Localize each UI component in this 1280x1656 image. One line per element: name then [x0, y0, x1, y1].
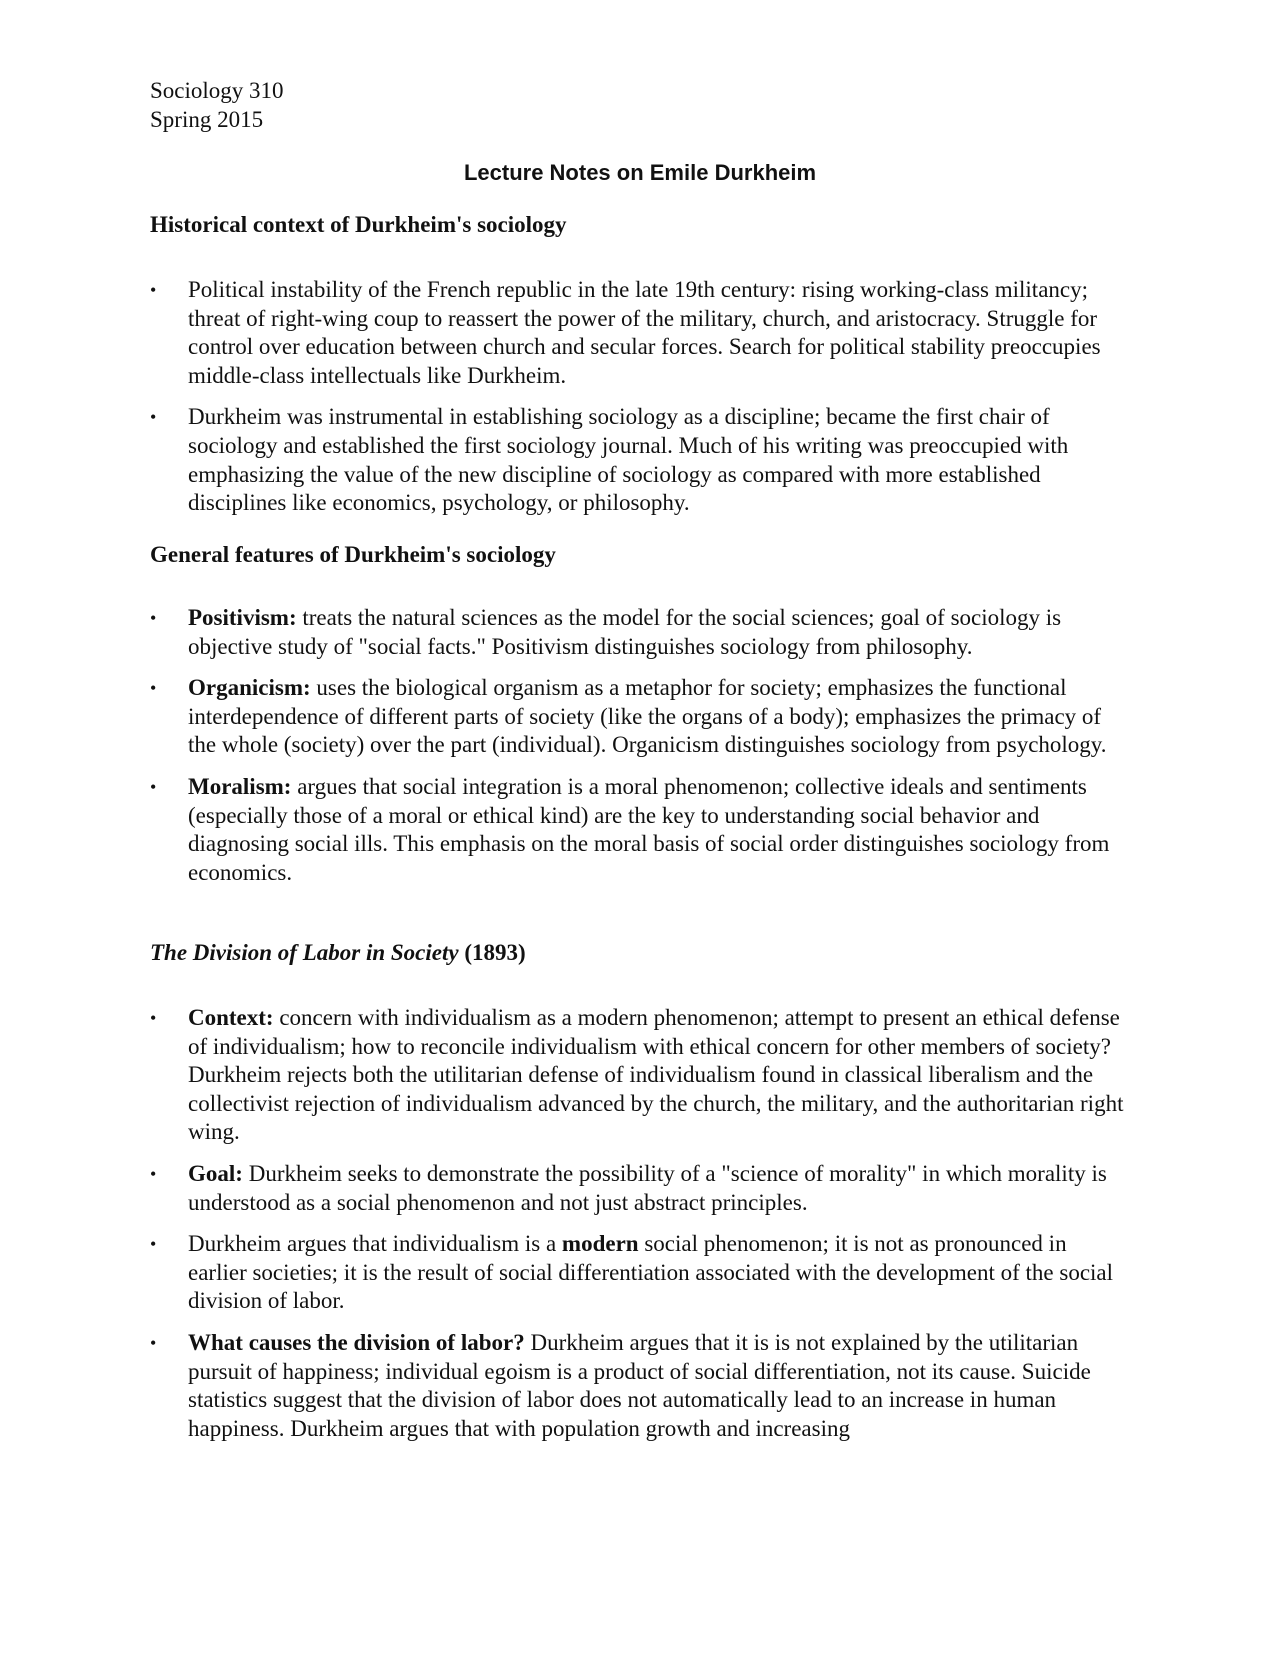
bullet-icon: •	[150, 678, 157, 699]
item-text: Durkheim argues that individualism is a	[188, 1231, 562, 1257]
bullet-icon: •	[150, 1332, 157, 1353]
list-item	[150, 1160, 1130, 1217]
item-lead: Context:	[188, 1005, 274, 1030]
item-text: Political instability of the French republic in the late 19th century: rising working-class militancy; threat of right-wing coup to reassert the power of the military, church, and aristocracy. Struggle for control over education between church and secular forces. Search for political stability preoccupies middle-class intellectuals like Durkheim.	[188, 277, 1101, 388]
section-heading-general: General features of Durkheim's sociology	[150, 542, 556, 567]
section-heading-division-of-labor	[150, 938, 526, 967]
list-item	[150, 1329, 1130, 1443]
item-emphasis: modern	[561, 1231, 639, 1257]
item-text: concern with individualism as a modern phenomenon; attempt to present an ethical defense of individualism; how to reconcile individualism with ethical concern for other members of society? Durkheim rejects both the utilitarian defense of individualism found in classical liberalism and the collectivist rejection of individualism advanced by the church, the military, and the authoritarian right wing.	[188, 1005, 1124, 1145]
bullet-icon: •	[150, 776, 157, 797]
page-title: Lecture Notes on Emile Durkheim	[463, 160, 817, 185]
course-term: Spring 2015	[150, 107, 264, 132]
section-list-division-of-labor	[150, 1004, 1130, 1456]
list-item	[150, 403, 1130, 517]
item-lead: Organicism:	[188, 675, 311, 701]
bullet-icon: •	[150, 280, 157, 300]
bullet-icon: •	[150, 1234, 157, 1255]
section-heading-historical: Historical context of Durkheim's sociology	[150, 212, 567, 237]
bullet-icon: •	[150, 1163, 157, 1184]
list-item	[150, 1230, 1130, 1316]
list-item	[150, 1004, 1130, 1147]
item-lead: Positivism:	[188, 605, 297, 630]
course-info	[150, 76, 284, 134]
bullet-icon: •	[150, 407, 157, 428]
item-text: argues that social integration is a moral phenomenon; collective ideals and sentiments (especially those of a moral or ethical kind) are the key to understanding social behavior and diagnosing social ills. This emphasis on the moral basis of social order distinguishes sociology from economics.	[188, 773, 1110, 885]
item-text: Durkheim argues that it is is not explained by the utilitarian pursuit of happiness; individual egoism is a product of social differentiation, not its cause. Suicide statistics suggest that the division of labor does not automatically lead to an increase in human happiness. Durkheim argues that with population growth and increasing	[188, 1329, 1091, 1441]
item-lead: What causes the division of labor?	[188, 1329, 525, 1355]
item-text: social phenomenon; it is not as pronounced in earlier societies; it is the result of social differentiation associated with the development of the social division of labor.	[188, 1231, 1114, 1314]
item-lead: Goal:	[188, 1160, 243, 1186]
item-text: uses the biological organism as a metaphor for society; emphasizes the functional interdependence of different parts of society (like the organs of a body); emphasizes the primacy of the whole (society) over the part (individual). Organicism distinguishes sociology from psychology.	[188, 675, 1107, 758]
item-text: treats the natural sciences as the model for the social sciences; goal of sociology is objective study of "social facts." Positivism distinguishes sociology from philosophy.	[188, 605, 1062, 659]
bullet-icon: •	[150, 608, 157, 628]
item-text: Durkheim seeks to demonstrate the possibility of a "science of morality" in which morality is understood as a social phenomenon and not just abstract principles.	[188, 1160, 1107, 1215]
list-item	[150, 276, 1130, 390]
book-year: (1893)	[458, 940, 526, 965]
section-list-general	[150, 604, 1130, 900]
item-text: Durkheim was instrumental in establishing sociology as a discipline; became the first chair of sociology and established the first sociology journal. Much of his writing was preoccupied with emphasizing the value of the new discipline of sociology as compared with more established disciplines like economics, psychology, or philosophy.	[188, 404, 1069, 516]
list-item	[150, 773, 1130, 887]
list-item	[150, 674, 1130, 760]
bullet-icon: •	[150, 1008, 157, 1028]
item-lead: Moralism:	[188, 773, 292, 799]
section-list-historical	[150, 276, 1130, 531]
course-name: Sociology 310	[150, 78, 284, 103]
list-item	[150, 604, 1130, 661]
book-title: The Division of Labor in Society	[150, 940, 459, 965]
